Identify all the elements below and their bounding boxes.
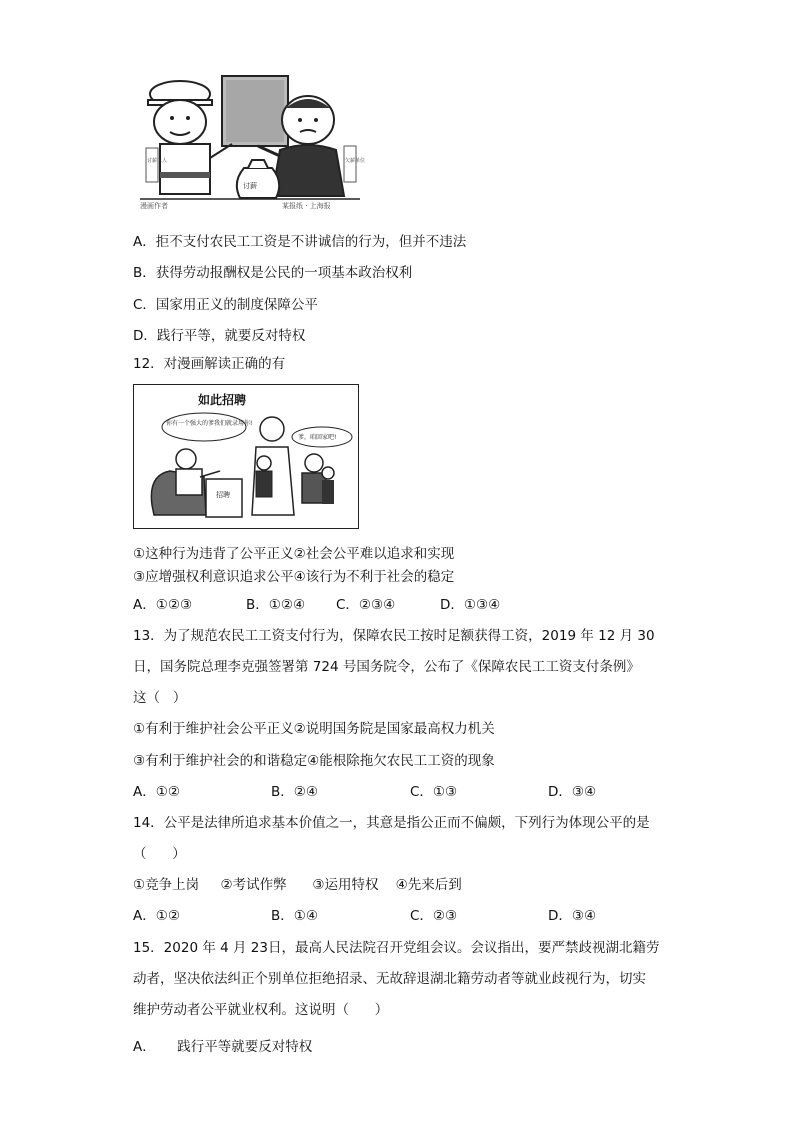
q13-stem-line-3: 这（ ） <box>133 690 187 706</box>
desk-label: 招聘 <box>216 491 230 499</box>
q12-statement-1: ①这种行为违背了公平正义②社会公平难以追求和实现 <box>133 546 455 562</box>
q13-stem-line-2: 日，国务院总理李克强签署第 724 号国务院令，公布了《保障农民工工资支付条例》 <box>133 659 640 675</box>
bubble-left-text: 你有一个强大的爹我们就录用你! <box>166 420 253 427</box>
q14-stem-line-1: 14．公平是法律所追求基本价值之一，其意是指公正而不偏颇，下列行为体现公平的是 <box>133 815 650 831</box>
q14-stem-line-2: （ ） <box>133 846 186 862</box>
q11-option-d: D．践行平等，就要反对特权 <box>133 328 306 344</box>
cartoon-wage-arrears-drawing <box>140 72 366 210</box>
cartoon-wage-arrears <box>140 72 366 210</box>
q14-option-c: C．②③ <box>410 908 458 924</box>
q13-statement-1: ①有利于维护社会公平正义②说明国务院是国家最高权力机关 <box>133 721 495 737</box>
cartoon-recruitment-drawing <box>134 385 358 528</box>
caption-left: 漫画作者 <box>140 202 168 210</box>
q12-option-d: D．①③④ <box>440 597 501 613</box>
right-sign-label: 欠薪单位 <box>345 158 366 164</box>
bag-label: 讨薪 <box>243 182 257 190</box>
q15-stem-line-1: 15．2020 年 4 月 23日，最高人民法院召开党组会议。会议指出，要严禁歧视湖北籍劳 <box>133 940 660 956</box>
left-sign-label: 讨薪工人 <box>147 158 168 164</box>
q14-option-d: D．③④ <box>548 908 597 924</box>
bubble-right-text: 爹，咱回家吧! <box>298 434 337 441</box>
q13-option-c: C．①③ <box>410 784 458 800</box>
q14-statements: ①竞争上岗 ②考试作弊 ③运用特权 ④先来后到 <box>133 877 462 893</box>
q12-stem: 12．对漫画解读正确的有 <box>133 356 286 372</box>
q13-option-a: A．①② <box>133 784 180 800</box>
q15-stem-line-2: 动者，坚决依法纠正个别单位拒绝招录、无故辞退湖北籍劳动者等就业歧视行为，切实 <box>133 971 646 987</box>
q12-option-a: A．①②③ <box>133 597 193 613</box>
q11-option-c: C．国家用正义的制度保障公平 <box>133 297 318 313</box>
q13-statement-2: ③有利于维护社会的和谐稳定④能根除拖欠农民工工资的现象 <box>133 753 495 769</box>
q12-option-c: C．②③④ <box>336 597 396 613</box>
q13-option-d: D．③④ <box>548 784 597 800</box>
q14-option-b: B．①④ <box>271 908 318 924</box>
q15-option-a: A． 践行平等就要反对特权 <box>133 1039 313 1055</box>
q11-option-b: B．获得劳动报酬权是公民的一项基本政治权利 <box>133 265 413 281</box>
q13-stem-line-1: 13．为了规范农民工工资支付行为，保障农民工按时足额获得工资，2019 年 12 月 30 <box>133 628 655 644</box>
q11-option-a: A．拒不支付农民工工资是不讲诚信的行为，但并不违法 <box>133 234 467 250</box>
cartoon-recruitment <box>133 384 359 529</box>
q12-option-b: B．①②④ <box>246 597 306 613</box>
cartoon-title: 如此招聘 <box>198 393 247 407</box>
caption-right: 某报纸 · 上海报 <box>282 202 331 210</box>
q14-option-a: A．①② <box>133 908 180 924</box>
q15-stem-line-3: 维护劳动者公平就业权利。这说明（ ） <box>133 1002 389 1018</box>
q12-statement-2: ③应增强权利意识追求公平④该行为不利于社会的稳定 <box>133 569 455 585</box>
q13-option-b: B．②④ <box>271 784 318 800</box>
